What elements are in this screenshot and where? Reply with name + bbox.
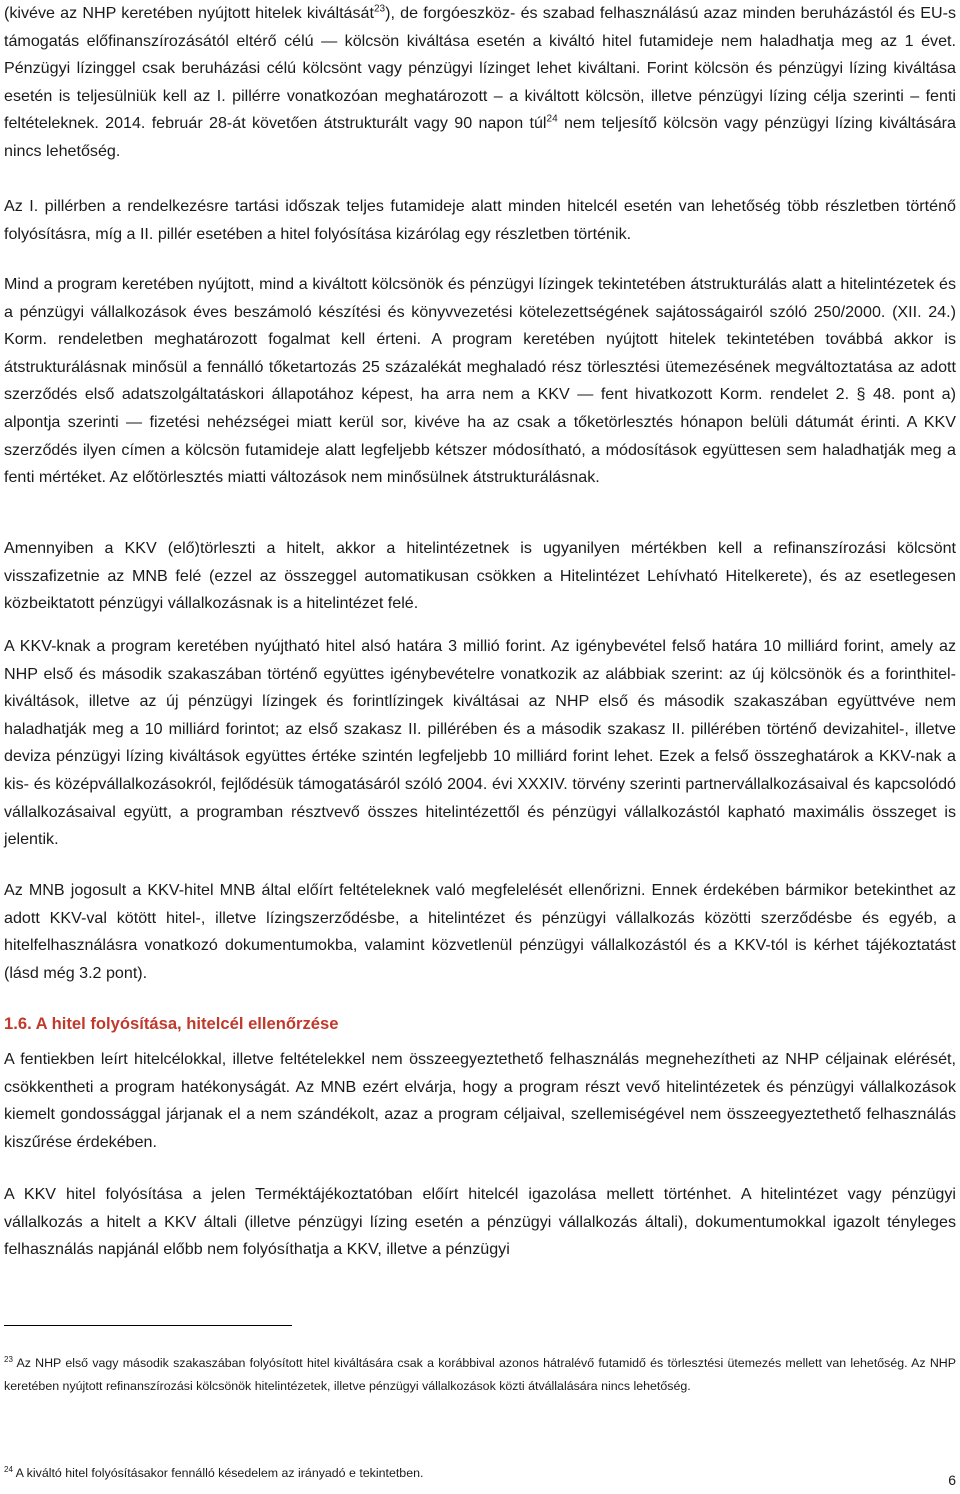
paragraph-7-block bbox=[4, 1046, 956, 1156]
footnote-number: 24 bbox=[4, 1464, 13, 1474]
paragraph-5-block bbox=[4, 633, 956, 854]
paragraph-4-block bbox=[4, 535, 956, 618]
paragraph-2-block bbox=[4, 193, 956, 248]
paragraph-1-text-a: (kivéve az NHP keretében nyújtott hitelek kiváltását bbox=[4, 4, 374, 22]
page-number: 6 bbox=[948, 1472, 956, 1488]
paragraph-4: Amennyiben a KKV (elő)törleszti a hitelt, akkor a hitelintézetnek is ugyanilyen mértékben kell a refinanszírozási kölcsönt visszafizetnie az MNB felé (ezzel az összeggel automatikusan csökken a Hitelintézet Lehívható Hitelkerete), és az esetlegesen közbeiktatott pénzügyi vállalkozásnak is a hitelintézet felé. bbox=[4, 539, 956, 613]
paragraph-7: A fentiekben leírt hitelcélokkal, illetve feltételekkel nem összeegyeztethető felhasználás megnehezítheti az NHP céljainak elérését, csökkentheti a program hatékonyságát. Az MNB ezért elvárja, hogy a program részt vevő hitelintézetek és pénzügyi vállalkozások kiemelt gondossággal járjanak el a nem szándékolt, azaz a program céljaival, szellemiségével nem összeegyeztethető felhasználás kiszűrése érdekében. bbox=[4, 1050, 956, 1151]
paragraph-1-text-c: nem teljesítő kölcsön vagy pénzügyi lízing kiváltására nincs lehetőség. bbox=[4, 114, 956, 160]
footnote-number: 23 bbox=[4, 1354, 13, 1364]
paragraph-8-block bbox=[4, 1181, 956, 1264]
footnote-ref-24[interactable]: 24 bbox=[546, 114, 558, 126]
paragraph-5: A KKV-knak a program keretében nyújtható hitel alsó határa 3 millió forint. Az igénybevétel felső határa 10 milliárd forint, amely az NHP első és második szakaszában történő együttes igénybevételre vonatkozik az alábbiak szerint: az új kölcsönök és a forinthitel-kiváltások, illetve az új pénzügyi lízingek és forintlízingek kiváltásai az NHP első és második szakaszában együttvéve nem haladhatják meg a 10 milliárd forintot; az első szakasz II. pillérében és a második szakasz II. pillérében történő devizahitel-, illetve deviza pénzügyi lízing kiváltások együttes értéke szintén legfeljebb 10 milliárd forint lehet. Ezek a felső összeghatárok a KKV-nak a kis- és középvállalkozásokról, fejlődésük támogatásáról szóló 2004. évi XXXIV. törvény szerinti partnervállalkozásaival és kapcsolódó vállalkozásaival együtt, a programban résztvevő összes hitelintézettől és pénzügyi vállalkozástól kapható maximális összeget is jelentik. bbox=[4, 637, 956, 849]
footnote-separator bbox=[4, 1325, 292, 1326]
paragraph-1-text-b: ), de forgóeszköz- és szabad felhasználású azaz minden beruházástól és EU-s támogatás előfinanszírozásától eltérő célú — kölcsön kiváltása esetén a kiváltó hitel futamideje nem haladhatja meg az 1 évet. Pénzügyi lízinggel csak beruházási célú kölcsönt vagy pénzügyi lízinget lehet kiváltani. Forint kölcsön és pénzügyi lízing kiváltása esetén is teljesülniük kell az I. pillérre vonatkozóan meghatározott – a kiváltott kölcsön, illetve pénzügyi lízing célja szerinti – fenti feltételeknek. 2014. február 28-át követően átstrukturált vagy 90 napon túl bbox=[4, 4, 956, 133]
footnote-23-block bbox=[4, 1352, 956, 1398]
section-heading: 1.6. A hitel folyósítása, hitelcél ellenőrzése bbox=[4, 1014, 339, 1033]
footnote-text: A kiváltó hitel folyósításakor fennálló késedelem az irányadó e tekintetben. bbox=[12, 1466, 424, 1480]
footnote-text: Az NHP első vagy második szakaszában folyósított hitel kiváltására csak a korábbival azonos hátralévő futamidő és törlesztési ütemezés mellett van lehetőség. Az NHP keretében nyújtott refinanszírozási kölcsönök hitelintézetek, illetve pénzügyi vállalkozások közti átvállalására nincs lehetőség. bbox=[4, 1356, 956, 1393]
paragraph-2: Az I. pillérben a rendelkezésre tartási időszak teljes futamideje alatt minden hitelcél esetén van lehetőség több részletben történő folyósításra, míg a II. pillér esetében a hitel folyósítása kizárólag egy részletben történik. bbox=[4, 197, 956, 243]
paragraph-3: Mind a program keretében nyújtott, mind a kiváltott kölcsönök és pénzügyi lízingek tekintetében átstrukturálás alatt a hitelintézetek és a pénzügyi vállalkozások éves beszámoló készítési és könyvvezetési kötelezettségének sajátosságairól szóló 250/2000. (XII. 24.) Korm. rendeletben meghatározott fogalmat kell érteni. A program keretében nyújtott hitelek tekintetében továbbá akkor is átstrukturálásnak minősül a fennálló tőketartozás 25 százalékát meghaladó rész törlesztési ütemezésének megváltoztatása az adott szerződés első adatszolgáltatáskori állapotához képest, ha arra nem a KKV — fent hivatkozott Korm. rendelet 2. § 48. pont a) alpontja szerinti — fizetési nehézségei miatt kerül sor, kivéve ha az csak a tőketörlesztés hónapon belüli dátumát érinti. A KKV szerződés ilyen címen a kölcsön futamideje alatt legfeljebb kétszer módosítható, a módosítások együttesen sem haladhatják meg a fenti mértéket. Az előtörlesztés miatti változások nem minősülnek átstrukturálásnak. bbox=[4, 275, 956, 487]
paragraph-6-block bbox=[4, 877, 956, 987]
paragraph-1-block bbox=[4, 0, 956, 166]
footnote-24 bbox=[4, 1462, 956, 1485]
section-heading-block bbox=[4, 1010, 956, 1037]
paragraph-3-block bbox=[4, 271, 956, 492]
paragraph-6: Az MNB jogosult a KKV-hitel MNB által előírt feltételeknek való megfelelését ellenőrizni. Ennek érdekében bármikor betekinthet az adott KKV-val kötött hitel-, illetve lízingszerződésbe, a hitelintézet és pénzügyi vállalkozás közötti szerződésbe és egyéb, a hitelfelhasználásra vonatkozó dokumentumokba, valamint közvetlenül pénzügyi vállalkozástól és a KKV-tól is kérhet tájékoztatást (lásd még 3.2 pont). bbox=[4, 881, 956, 982]
footnote-24-block bbox=[4, 1462, 956, 1485]
footnote-ref-23[interactable]: 23 bbox=[373, 3, 386, 15]
footnote-23 bbox=[4, 1352, 956, 1398]
paragraph-8: A KKV hitel folyósítása a jelen Terméktájékoztatóban előírt hitelcél igazolása mellett történhet. A hitelintézet vagy pénzügyi vállalkozás a hitelt a KKV általi (illetve pénzügyi lízing esetén a pénzügyi vállalkozás általi), dokumentumokkal igazolt tényleges felhasználás napjánál előbb nem folyósíthatja a KKV, illetve a pénzügyi bbox=[4, 1185, 956, 1259]
paragraph-1 bbox=[4, 0, 956, 166]
